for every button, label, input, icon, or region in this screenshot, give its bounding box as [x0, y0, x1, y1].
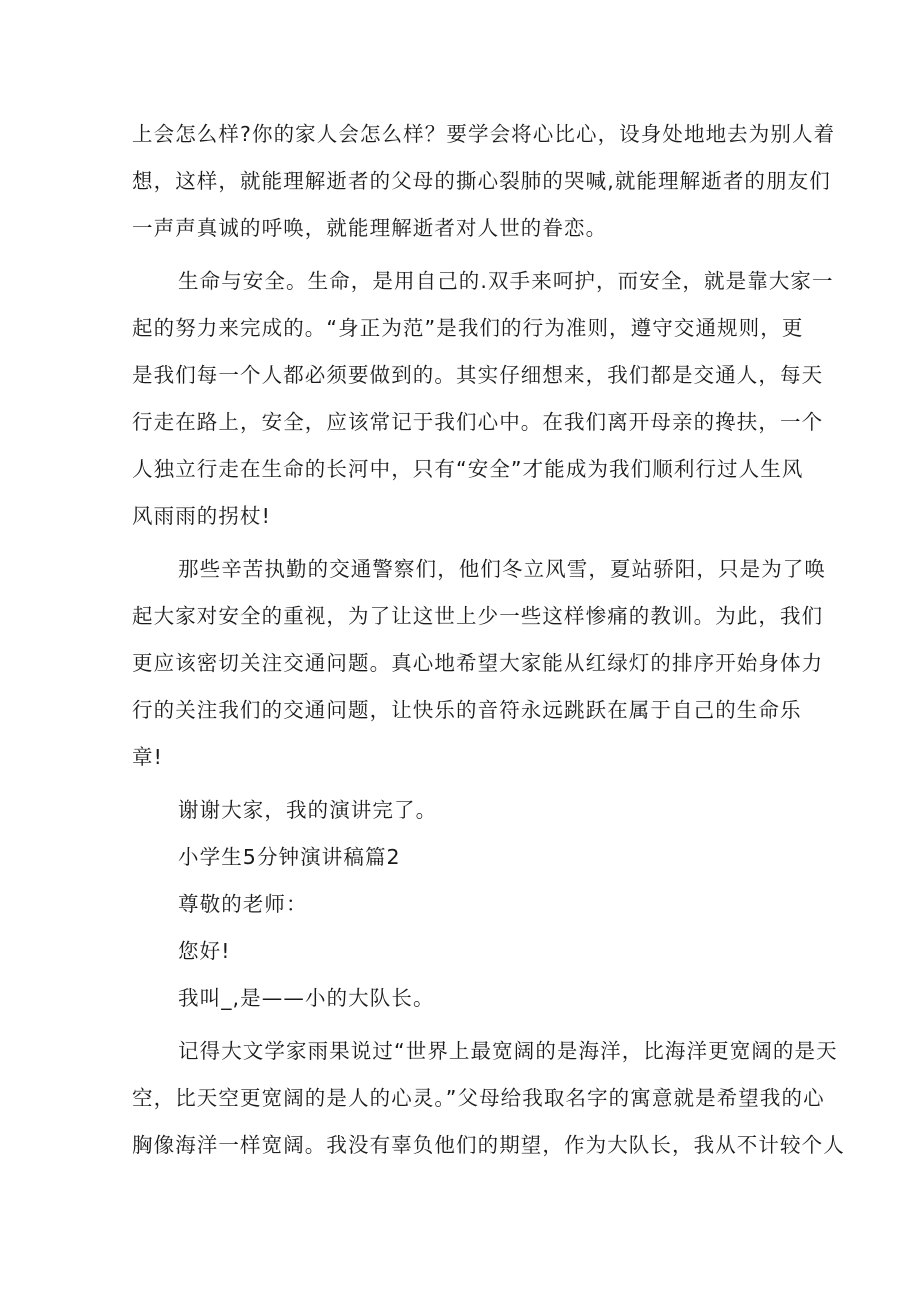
salutation: 尊敬的老师：	[178, 892, 308, 916]
paragraph-2-line-2: 起的努力来完成的。“身正为范”是我们的行为准则，遵守交通规则，更	[132, 316, 804, 340]
paragraph-1-line-3: 一声声真诚的呼唤，就能理解逝者对人世的眷恋。	[132, 216, 608, 240]
paragraph-2-line-6: 风雨雨的拐杖!	[132, 504, 271, 528]
paragraph-2-line-5: 人独立行走在生命的长河中，只有“安全”才能成为我们顺利行过人生风	[132, 457, 804, 481]
paragraph-3-line-4: 行的关注我们的交通问题，让快乐的音符永远跳跃在属于自己的生命乐	[132, 698, 802, 722]
closing-remark: 谢谢大家，我的演讲完了。	[178, 798, 438, 822]
paragraph-9-line-3: 胸像海洋一样宽阔。我没有辜负他们的期望，作为大队长，我从不计较个人	[132, 1133, 845, 1157]
greeting: 您好!	[178, 939, 231, 963]
section-heading: 小学生5分钟演讲稿篇2	[178, 845, 401, 869]
self-introduction: 我叫_,是——小的大队长。	[178, 986, 435, 1010]
paragraph-2-line-4: 行走在路上，安全，应该常记于我们心中。在我们离开母亲的搀扶，一个	[132, 410, 824, 434]
paragraph-1-line-2: 想，这样，就能理解逝者的父母的撕心裂肺的哭喊,就能理解逝者的朋友们	[132, 169, 831, 193]
paragraph-2-line-3: 是我们每一个人都必须要做到的。其实仔细想来，我们都是交通人，每天	[132, 363, 824, 387]
paragraph-3-line-1: 那些辛苦执勤的交通警察们，他们冬立风雪，夏站骄阳，只是为了唤	[178, 557, 826, 581]
paragraph-3-line-2: 起大家对安全的重视，为了让这世上少一些这样惨痛的教训。为此，我们	[132, 604, 824, 628]
paragraph-9-line-1: 记得大文学家雨果说过“世界上最宽阔的是海洋，比海洋更宽阔的是天	[178, 1039, 838, 1063]
paragraph-3-line-5: 章!	[132, 745, 163, 769]
paragraph-9-line-2: 空，比天空更宽阔的是人的心灵。”父母给我取名字的寓意就是希望我的心	[132, 1086, 825, 1110]
paragraph-1-line-1: 上会怎么样?你的家人会怎么样？要学会将心比心，设身处地地去为别人着	[132, 122, 836, 146]
paragraph-3-line-3: 更应该密切关注交通问题。真心地希望大家能从红绿灯的排序开始身体力	[132, 651, 824, 675]
paragraph-2-line-1: 生命与安全。生命，是用自己的.双手来呵护，而安全，就是靠大家一	[178, 269, 834, 293]
